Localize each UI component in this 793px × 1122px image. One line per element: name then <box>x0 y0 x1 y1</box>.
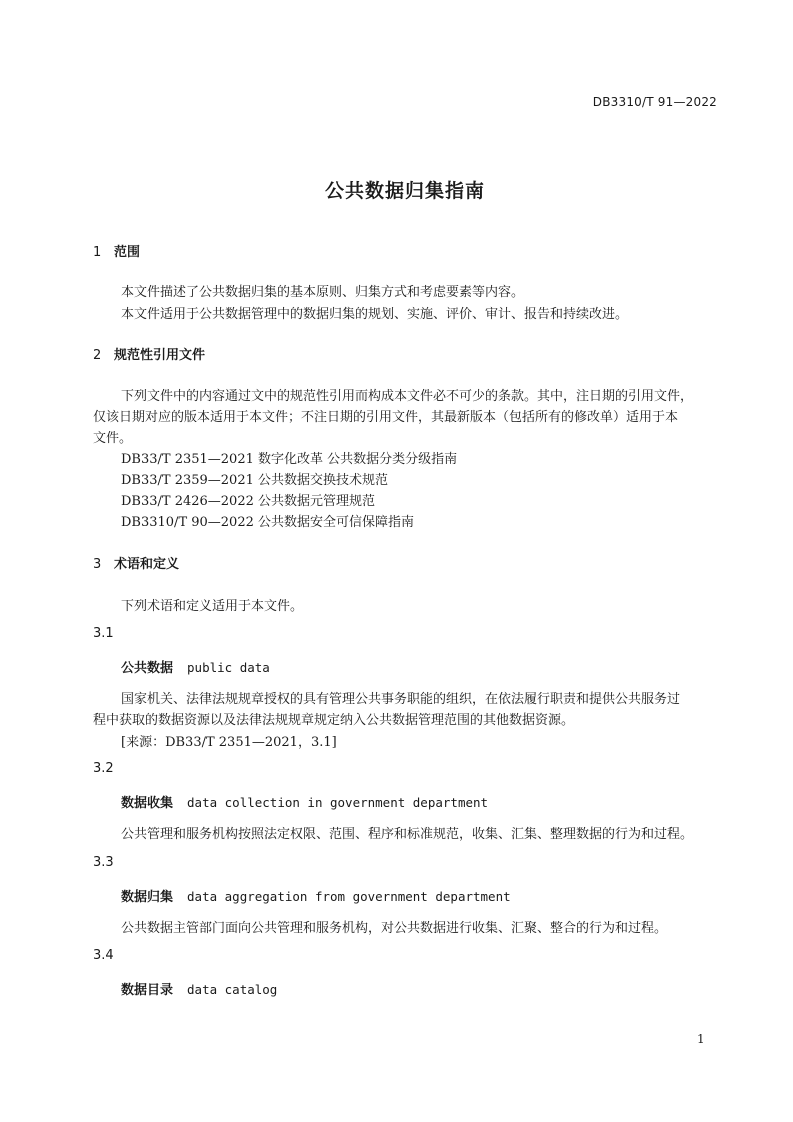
document-code: DB3310/T 91—2022 <box>592 95 717 109</box>
section-number: 2 <box>93 348 102 363</box>
paragraph-line: 仅该日期对应的版本适用于本文件；不注日期的引用文件，其最新版本（包括所有的修改单）适用于本 <box>93 410 679 425</box>
reference-item: DB33/T 2351—2021 数字化改革 公共数据分类分级指南 <box>121 452 458 467</box>
term-en: data catalog <box>187 982 278 997</box>
term-heading <box>121 979 277 998</box>
term-en: public data <box>187 660 270 675</box>
section-number: 3 <box>93 557 102 572</box>
term-heading <box>121 792 488 811</box>
term-en: data aggregation from government department <box>187 889 511 904</box>
term-number: 3.4 <box>93 948 114 963</box>
term-zh: 数据归集 <box>121 890 174 905</box>
section-1-heading <box>93 241 140 260</box>
term-definition: 公共管理和服务机构按照法定权限、范围、程序和标准规范，收集、汇集、整理数据的行为和过程。 <box>121 827 694 842</box>
term-number: 3.2 <box>93 761 114 776</box>
term-definition: 公共数据主管部门面向公共管理和服务机构，对公共数据进行收集、汇聚、整合的行为和过程。 <box>121 921 668 936</box>
section-title: 术语和定义 <box>114 557 180 572</box>
section-2-heading <box>93 344 205 363</box>
term-zh: 公共数据 <box>121 661 174 676</box>
term-zh: 数据收集 <box>121 796 174 811</box>
section-number: 1 <box>93 245 102 260</box>
term-number: 3.1 <box>93 626 114 641</box>
section-3-heading <box>93 553 179 572</box>
term-heading <box>121 886 511 905</box>
term-en: data collection in government department <box>187 795 489 810</box>
term-definition: 国家机关、法律法规规章授权的具有管理公共事务职能的组织，在依法履行职责和提供公共服务过 <box>121 692 681 707</box>
reference-item: DB3310/T 90—2022 公共数据安全可信保障指南 <box>121 515 415 530</box>
term-zh: 数据目录 <box>121 983 174 998</box>
term-source: [来源：DB33/T 2351—2021，3.1] <box>121 735 337 750</box>
term-definition: 程中获取的数据资源以及法律法规规章规定纳入公共数据管理范围的其他数据资源。 <box>93 713 575 728</box>
paragraph-line: 文件。 <box>93 431 133 446</box>
paragraph: 下列术语和定义适用于本文件。 <box>121 599 304 614</box>
paragraph: 本文件适用于公共数据管理中的数据归集的规划、实施、评价、审计、报告和持续改进。 <box>121 307 629 322</box>
document-title: 公共数据归集指南 <box>324 180 485 202</box>
reference-item: DB33/T 2359—2021 公共数据交换技术规范 <box>121 473 389 488</box>
paragraph: 本文件描述了公共数据归集的基本原则、归集方式和考虑要素等内容。 <box>121 285 525 300</box>
page-number: 1 <box>697 1032 705 1046</box>
term-number: 3.3 <box>93 855 114 870</box>
section-title: 规范性引用文件 <box>114 348 206 363</box>
reference-item: DB33/T 2426—2022 公共数据元管理规范 <box>121 494 376 509</box>
paragraph-line: 下列文件中的内容通过文中的规范性引用而构成本文件必不可少的条款。其中，注日期的引用文件， <box>121 389 694 404</box>
term-heading <box>121 657 270 676</box>
section-title: 范围 <box>114 245 141 260</box>
